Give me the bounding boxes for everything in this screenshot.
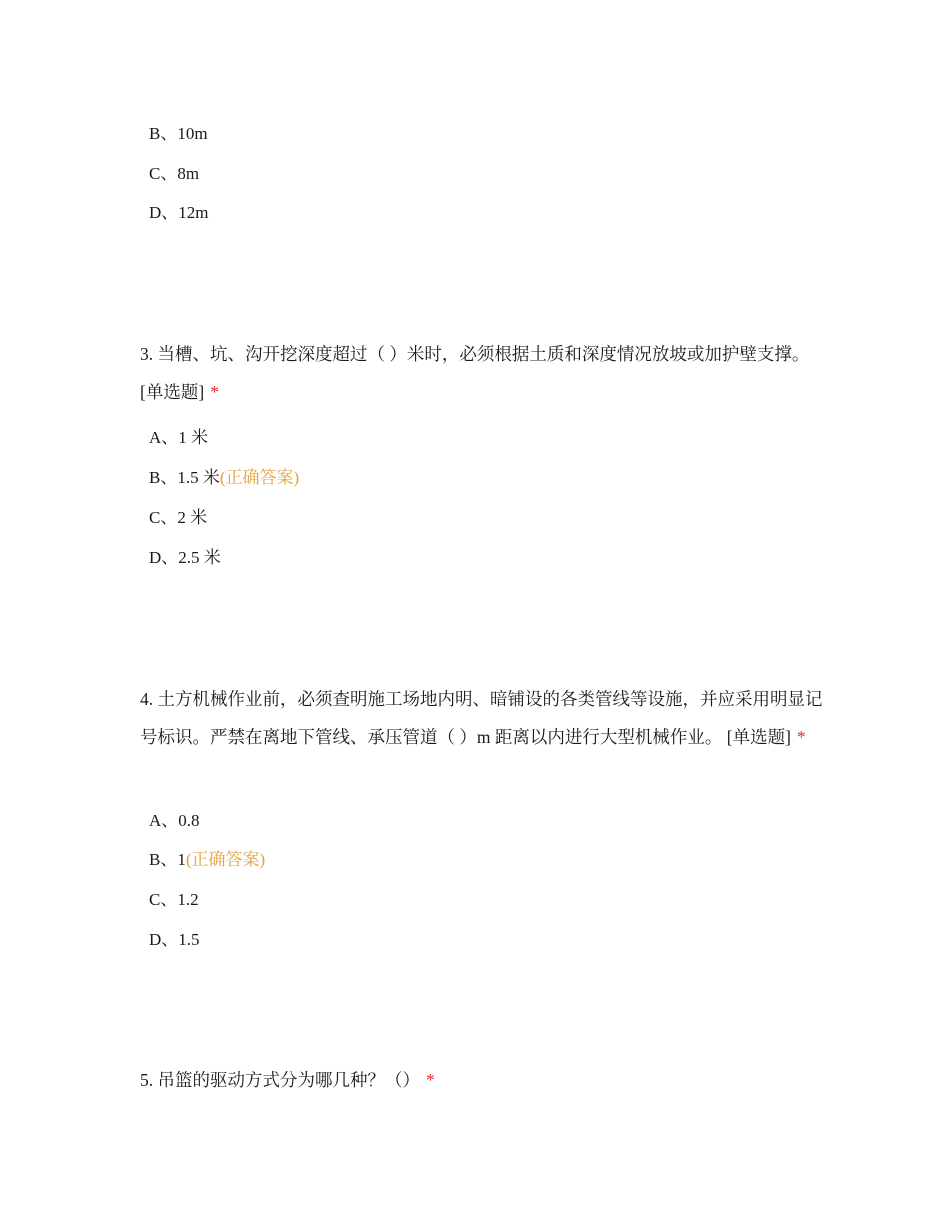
question-3-title: [140, 335, 830, 411]
question-text: 吊篮的驱动方式分为哪几种？（）: [157, 1070, 420, 1090]
option-label: D、1.5: [149, 930, 200, 949]
correct-answer-note: (正确答案): [185, 850, 266, 869]
required-asterisk: *: [796, 727, 806, 747]
q3-option-b[interactable]: [149, 467, 299, 489]
option-label: B、1: [149, 850, 186, 869]
q4-option-c[interactable]: [149, 889, 199, 911]
q3-option-d[interactable]: [149, 547, 221, 569]
q3-option-a[interactable]: [149, 427, 208, 449]
option-label: C、1.2: [149, 890, 199, 909]
option-label: D、12m: [149, 203, 209, 222]
q4-option-b[interactable]: [149, 849, 265, 871]
option-label: A、0.8: [149, 811, 200, 830]
option-label: B、10m: [149, 124, 208, 143]
question-type-tag: [单选题]: [726, 727, 791, 747]
q4-option-a[interactable]: [149, 810, 200, 832]
option-label: C、2 米: [149, 508, 208, 527]
question-number: 5.: [140, 1070, 154, 1090]
question-number: 3.: [140, 344, 154, 364]
question-5-title: [140, 1061, 830, 1099]
required-asterisk: *: [426, 1070, 435, 1090]
question-type-tag: [单选题]: [140, 382, 205, 402]
question-4-title: [140, 680, 830, 756]
option-label: B、1.5 米: [149, 468, 220, 487]
correct-answer-note: (正确答案): [219, 468, 300, 487]
question-text: 土方机械作业前，必须查明施工场地内明、暗铺设的各类管线等设施，并应采用明显记号标识。严禁在离地下管线、承压管道（ ）m 距离以内进行大型机械作业。: [140, 689, 823, 747]
q4-option-d[interactable]: [149, 929, 200, 951]
q2-option-c[interactable]: [149, 163, 199, 185]
option-label: A、1 米: [149, 428, 209, 447]
required-asterisk: *: [210, 382, 219, 402]
q2-option-d[interactable]: [149, 202, 209, 224]
option-label: C、8m: [149, 164, 200, 183]
q2-option-b[interactable]: [149, 123, 208, 145]
question-number: 4.: [140, 689, 154, 709]
option-label: D、2.5 米: [149, 548, 221, 567]
q3-option-c[interactable]: [149, 507, 207, 529]
question-text: 当槽、坑、沟开挖深度超过（ ）米时，必须根据土质和深度情况放坡或加护壁支撑。: [157, 344, 810, 364]
